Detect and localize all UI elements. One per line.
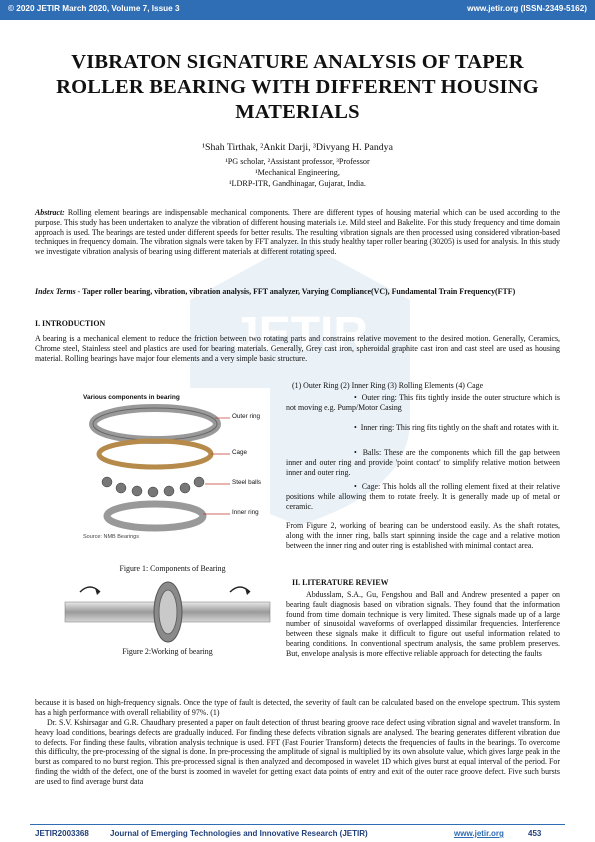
introduction-paragraph: A bearing is a mechanical element to reduce the friction between two rotating parts and constrains relative movement to the desired motion. Generally, Ceramics, Chrome steel, Stainless steel and plastics are used for bearing materials. Generally, Grey cast iron, spheroidal graphite cast iron and cast steel are used as housing material. Rolling bearings have major four elements and a very simple basic structure. bbox=[35, 334, 560, 363]
figure-2-explanation: From Figure 2, working of bearing can be understood easily. As the shaft rotates, along with the inner ring, balls start spinning inside the cage and a relative motion between the inner ring and outer ring is established with minimal contact area. bbox=[286, 521, 560, 550]
bearing-exploded-illustration bbox=[75, 402, 270, 537]
label-inner-ring: Inner ring bbox=[232, 509, 259, 516]
abstract-label: Abstract: bbox=[35, 208, 65, 217]
bullet-balls: • Balls: These are the components which fill the gap between inner and outer ring and provide 'point contact' to simplify relative motion between inner and outer ring. bbox=[286, 448, 560, 477]
journal-footer bbox=[30, 824, 565, 838]
footer-page-number: 453 bbox=[528, 829, 542, 838]
affiliation-line-2: ¹Mechanical Engineering, bbox=[255, 168, 340, 177]
author-list: ¹Shah Tirthak, ²Ankit Darji, ³Divyang H. Pandya bbox=[202, 142, 393, 153]
index-terms bbox=[35, 287, 560, 297]
watermark-text: JETIR bbox=[231, 308, 369, 361]
header-right-text: www.jetir.org (ISSN-2349-5162) bbox=[467, 4, 587, 13]
figure-1-source: Source: NMB Bearings bbox=[83, 534, 139, 540]
footer-journal-name: Journal of Emerging Technologies and Innovative Research (JETIR) bbox=[110, 829, 368, 838]
bearing-parts-list: (1) Outer Ring (2) Inner Ring (3) Rolling Elements (4) Cage bbox=[292, 381, 484, 390]
abstract-paragraph bbox=[35, 208, 560, 257]
figure-2-caption: Figure 2:Working of bearing bbox=[122, 647, 213, 656]
label-cage: Cage bbox=[232, 449, 248, 456]
section-heading-introduction: I. INTRODUCTION bbox=[35, 319, 106, 328]
figure-2-shaft-illustration bbox=[60, 578, 275, 646]
abstract-text: Rolling element bearings are indispensable mechanical components. There are different types of housing material which can be used according to the purpose. This study has been undertaken to analyze the vibration of different housing materials i.e. Mild steel and Bakelite. For this study frequency and time domain approach is used. The bearings are tested under different speeds for better results. The resulting vibration signals are then processed using considered vibration-based techniques in frequency domain. The vibration signals were taken by FFT analyzer. In this study healthy taper roller bearing (30205) is used for analysis. In this study we investigate vibration analysis of bearing using different materials at different rotating speed. bbox=[35, 208, 560, 257]
header-left-text: © 2020 JETIR March 2020, Volume 7, Issue 3 bbox=[8, 4, 180, 13]
footer-website-link[interactable]: www.jetir.org bbox=[454, 829, 504, 838]
footer-paper-id: JETIR2003368 bbox=[35, 829, 89, 838]
figure-1-heading: Various components in bearing bbox=[83, 394, 180, 401]
label-steel-balls: Steel balls bbox=[232, 479, 262, 486]
index-terms-text: Taper roller bearing, vibration, vibration analysis, FFT analyzer, Varying Compliance(VC), Fundamental Train Frequency(FTF) bbox=[82, 287, 516, 296]
paper-title: VIBRATON SIGNATURE ANALYSIS OF TAPER ROLLER BEARING WITH DIFFERENT HOUSING MATERIALS bbox=[56, 51, 539, 123]
index-terms-label: Index Terms - bbox=[35, 287, 81, 296]
journal-header-bar bbox=[0, 0, 595, 20]
literature-paragraph-2: Dr. S.V. Kshirsagar and G.R. Chaudhary presented a paper on fault detection of thrust bearing groove race defect using vibration signal and wavelet transform. In heavy load conditions, bearings defects are gradually induced. For finding these defects vibration signals are analysed. The bearing generates different vibration due to defects. For finding these faults, vibration analysis technique is used. FFT (Fast Fourier Transform) detects the frequencies of faults in the bearings. To overcome this difficulty, the pre-processing of the signal is done. In pre-processing the amplitude of signal is multiplied by its own absolute value, which gives large peak in the burst as compared to no burst region. This pre-processed signal is then analyzed and decomposed in wavelet 1D which gives burst at equal interval of the period. For finding the width of the defect, one of the burst is zoomed in wavelet for getting exact data points of entry and exit of the outer race groove defect. Five such bursts are used to find average burst data bbox=[35, 718, 560, 786]
affiliation-line-1: ¹PG scholar, ²Assistant professor, ³Professor bbox=[225, 157, 370, 166]
figure-1-bearing-components bbox=[75, 388, 270, 548]
literature-paragraph-1-continued: because it is based on high-frequency signals. Once the type of fault is detected, the severity of fault can be calculated based on the envelope spectrum. This system has a high performance with overall reliability of 97%. (1) bbox=[35, 698, 560, 717]
bullet-cage: • Cage: This holds all the rolling element fixed at their relative positions while allowing them to rotate freely. It is generally made up of metal or ceramic. bbox=[286, 482, 560, 511]
label-outer-ring: Outer ring bbox=[232, 413, 260, 420]
figure-1-caption: Figure 1: Components of Bearing bbox=[119, 564, 226, 573]
bullet-inner-ring: • Inner ring: This ring fits tightly on the shaft and rotates with it. bbox=[354, 423, 559, 432]
section-heading-literature-review: II. LITERATURE REVIEW bbox=[292, 578, 389, 587]
literature-paragraph-1: Abdusslam, S.A., Gu, Fengshou and Ball and Andrew presented a paper on bearing fault diagnosis based on vibration signals. They found that the information found from time domain technique is very limited. These signals made up of a large number of sinusoidal waveforms of overlapped dissimilar frequencies. Interference between these signals make it difficult to figure out useful information related to bearing conditions. In conventional spectrum analysis, the same problem preserves. But, envelope analysis is more effective reliable approach for detecting the faults bbox=[286, 590, 560, 658]
affiliation-line-3: ¹LDRP-ITR, Gandhinagar, Gujarat, India. bbox=[229, 179, 366, 188]
bullet-outer-ring: • Outer ring: This fits tightly inside the outer structure which is not moving e.g. Pump/Motor Casing bbox=[286, 393, 560, 412]
